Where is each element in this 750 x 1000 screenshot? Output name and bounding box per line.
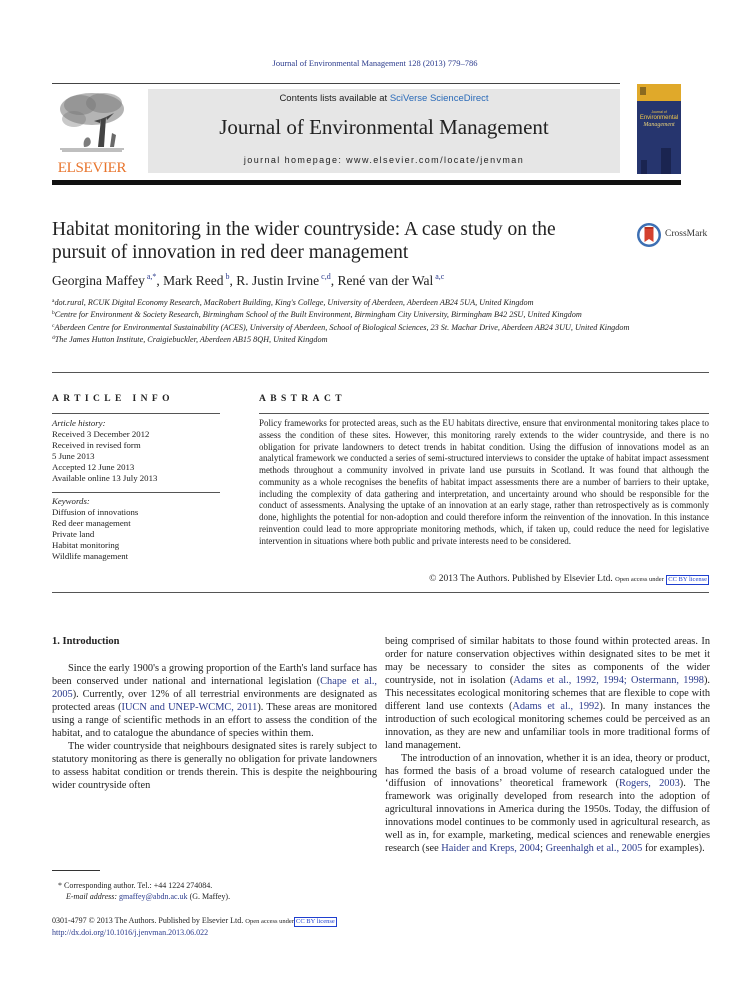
cc-by-license-link[interactable]: CC BY license: [668, 576, 707, 583]
open-access-label: Open access under: [245, 918, 294, 925]
running-head[interactable]: Journal of Environmental Management 128 (2013) 779–786: [272, 58, 478, 68]
crossmark-label: CrossMark: [665, 229, 708, 239]
cover-title-line1: Journal of: [651, 110, 667, 114]
tree-logo-icon: [54, 89, 130, 157]
cc-by-license-link[interactable]: CC BY license: [295, 918, 335, 925]
history-item: Received 3 December 2012: [52, 428, 150, 439]
journal-cover-thumbnail[interactable]: [637, 84, 681, 174]
author-affiliation-marker[interactable]: c,d: [319, 272, 331, 281]
affiliation-item: $^c$Aberdeen Centre for Environmental Sustainability (ACES), University of Aberdeen, School of Biological Sciences, 23 St. Machar Drive, Aberdeen AB24 3UU, United Kingdom: [52, 322, 630, 332]
cover-building-graphic: [641, 160, 647, 174]
citation-link[interactable]: Haider and Kreps, 2004: [441, 843, 541, 855]
history-item: 5 June 2013: [52, 450, 95, 461]
affiliation-key: c: [52, 322, 55, 329]
crossmark-button[interactable]: [636, 222, 716, 252]
article-history: [52, 418, 232, 483]
email-label: E-mail address:: [66, 892, 118, 901]
author-name: Mark Reed: [163, 273, 224, 288]
history-item: Received in revised form: [52, 439, 141, 450]
history-item: Accepted 12 June 2013: [52, 461, 135, 472]
contents-prefix: Contents lists available at: [279, 93, 390, 104]
copyright-text: © 2013 The Authors. Published by Elsevier Ltd.: [429, 574, 613, 584]
doi-link[interactable]: http://dx.doi.org/10.1016/j.jenvman.2013.06.022: [52, 928, 209, 937]
author-affiliation-marker[interactable]: b: [223, 272, 230, 281]
corresponding-author: Corresponding author. Tel.: +44 1224 274084.: [64, 881, 213, 890]
citation-link[interactable]: Adams et al., 1992: [512, 700, 600, 712]
section-heading-introduction: 1. Introduction: [52, 636, 120, 647]
abstract-text: Policy frameworks for protected areas, such as the EU habitats directive, ensure that environmental monitoring takes place to assess the condition of these sites. However, this monitoring rarely extends to the wider countryside, and there is no obligation for private landowners to detect trends in habitat condition. Using the diffusion of innovations model as an analytical framework we conducted a series of semi-structured interviews to consider the uptake of habitat impact assessment methods throughout a community involved in private land use pursuits in Scotland. It was found that although the community as a whole recognises the benefits of habitat impact assessments there are a number of barriers to their uptake, including the complexity of data gathering and interpretation, and uncertainty around who should be responsible for the conduct of assessments. Analysing the uptake of an innovation at an early stage, rather than retrospectively as is commonly done, highlights the potential for non-adoption and could therefore inform the reinvention of the innovation. In this instance reinvention could lead to more appropriate monitoring methods, which, if taken up, could reduce the need for legislative intervention in situations where both public and private interests need to be considered.: [259, 418, 709, 546]
article-title: Habitat monitoring in the wider countryside: A case study on the pursuit of innovation in red deer management: [52, 219, 556, 263]
affiliation-key: a: [52, 298, 55, 304]
citation-link[interactable]: Chape et al., 2005: [52, 675, 377, 700]
author-name: R. Justin Irvine: [236, 273, 320, 288]
cover-title: [637, 110, 681, 129]
journal-homepage-link[interactable]: journal homepage: www.elsevier.com/locate/jenvman: [243, 155, 525, 165]
author-list: Georgina Maffey $^{a,*}$, Mark Reed $^b$, R. Justin Irvine $^{c,d}$, René van der Wal $^{a,c}$: [52, 272, 445, 288]
journal-masthead: [52, 83, 620, 183]
affiliation-item: $^d$The James Hutton Institute, Craigiebuckler, Aberdeen AB15 8QH, United Kingdom: [52, 335, 328, 345]
citation-link[interactable]: Greenhalgh et al., 2005: [545, 843, 643, 855]
citation-link[interactable]: IUCN and UNEP-WCMC, 2011: [121, 701, 258, 713]
affiliations: [52, 296, 662, 346]
affiliation-key: d: [52, 335, 55, 342]
keyword-item: Habitat monitoring: [52, 539, 120, 550]
author-name: Georgina Maffey: [52, 273, 145, 288]
publication-info: [52, 915, 452, 938]
elsevier-logo[interactable]: [52, 89, 132, 177]
author-affiliation-marker[interactable]: a,*: [144, 272, 157, 281]
body-paragraph: Since the early 1900's a growing proportion of the Earth's land surface has been conserved under national and international legislation (Chape et al., 2005). Currently, over 12% of all terrestrial environments are designated as protected areas (IUCN and UNEP-WCMC, 2011). These areas are monitored using a range of scientific methods in an effort to assess the condition of the habitat, and to catalogue the abundance of species within them.: [52, 662, 377, 739]
keywords: [52, 496, 232, 561]
article-history-label: Article history:: [52, 418, 106, 428]
author-affiliation-marker[interactable]: a,c: [433, 272, 445, 281]
issn-copyright: 0301-4797 © 2013 The Authors. Published by Elsevier Ltd.: [52, 916, 244, 925]
masthead-box: [148, 89, 620, 173]
email-suffix: (G. Maffey).: [187, 892, 231, 901]
affiliation-key: b: [52, 310, 55, 317]
masthead-top-rule: [52, 83, 620, 84]
citation-link[interactable]: Rogers, 2003: [618, 778, 680, 790]
cover-title-line2: Environmental: [639, 115, 679, 121]
cover-title-line3: Management: [643, 122, 675, 128]
citation-link[interactable]: Adams et al., 1992, 1994; Ostermann, 1998: [513, 674, 704, 686]
divider: [259, 413, 709, 414]
body-column-right: [385, 636, 710, 856]
cover-elsevier-icon: [640, 87, 646, 95]
body-paragraph: The wider countryside that neighbours designated sites is rarely subject to statutory monitoring as there is generally no obligation for private landowners to assess habitat condition or trends therein. This is despite the neighbouring wider countryside often: [52, 740, 377, 791]
abstract-copyright: [259, 574, 709, 585]
affiliation-item: $^a$dot.rural, RCUK Digital Economy Research, MacRobert Building, King's College, University of Aberdeen, Aberdeen AB24 5UA, United Kingdom: [52, 298, 534, 307]
footnote: [52, 880, 372, 902]
affiliation-item: $^b$Centre for Environment & Society Research, Birmingham School of the Built Environment, Birmingham City University, Birmingham B42 2SU, United Kingdom: [52, 310, 582, 320]
divider: [52, 372, 709, 373]
keyword-item: Wildlife management: [52, 550, 129, 561]
contents-line: [148, 93, 620, 104]
article-info-heading: ARTICLE INFO: [52, 394, 174, 404]
keyword-item: Private land: [52, 528, 95, 539]
body-paragraph: The introduction of an innovation, whether it is an idea, theory or product, has formed the basis of a broad volume of research catalogued under the ‘diffusion of innovations’ theoretical framework (Rogers, 2003). The framework was originally developed from research into the adoption of agricultural innovations in America during the 1950s. Today, the diffusion of innovations model continues to be commonly used in agricultural research, as well as in, for example, marketing, medical sciences and renewable energies research (see Haider and Kreps, 2004; Greenhalgh et al., 2005 for examples).: [385, 752, 710, 855]
journal-title: Journal of Environmental Management: [219, 115, 549, 139]
keyword-item: Diffusion of innovations: [52, 506, 139, 517]
footnote-rule: [52, 870, 100, 871]
keywords-label: Keywords:: [52, 496, 90, 506]
masthead-bottom-rule: [52, 180, 681, 185]
sciencedirect-link[interactable]: SciVerse ScienceDirect: [389, 93, 489, 104]
footnote-star: *: [58, 881, 62, 890]
divider: [52, 492, 220, 493]
publisher-name: ELSEVIER: [57, 160, 127, 176]
keyword-item: Red deer management: [52, 517, 131, 528]
history-item: Available online 13 July 2013: [52, 472, 158, 483]
cover-building-graphic: [661, 148, 671, 174]
abstract-heading: ABSTRACT: [259, 394, 346, 404]
open-access-label: Open access under: [615, 576, 664, 583]
body-paragraph: being comprised of similar habitats to those found within protected areas. In order for nature conservation objectives within designated sites to be met it may be necessary to consider the sites as components of the wider countryside, not in isolation (Adams et al., 1992, 1994; Ostermann, 1998). This necessitates ecological monitoring schemes that are flexible to cope with different land use contexts (Adams et al., 1992). In many instances the introduction of such ecological monitoring schemes could be perceived as an innovation, as they are new and unfamiliar tools in more traditional forms of land management.: [385, 636, 711, 751]
divider: [52, 592, 709, 593]
email-link[interactable]: gmaffey@abdn.ac.uk: [119, 892, 188, 901]
divider: [52, 413, 220, 414]
crossmark-icon: [636, 222, 662, 248]
body-column-left: [52, 636, 377, 792]
cover-band: [637, 84, 681, 101]
author-name: René van der Wal: [337, 273, 434, 288]
